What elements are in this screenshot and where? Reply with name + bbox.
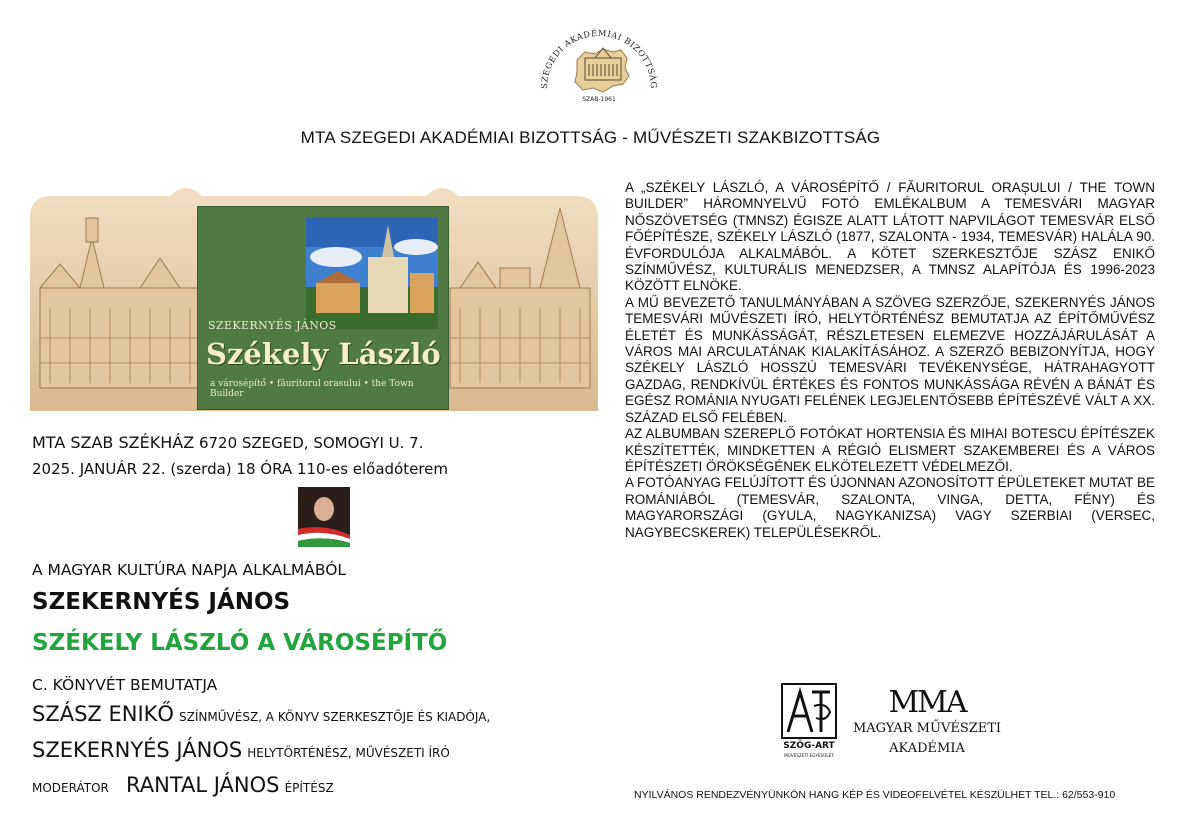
event-occasion: A MAGYAR KULTÚRA NAPJA ALKALMÁBÓL	[32, 561, 347, 579]
logo-arc-text: SZEGEDI AKADÉMIAI BIZOTTSÁG	[538, 27, 660, 90]
szab-logo	[533, 22, 665, 106]
cover-subtitle: a városépítő • făuritorul orasului • the Town Builder	[210, 379, 414, 399]
description-paragraph: A „SZÉKELY LÁSZLÓ, A VÁROSÉPÍTŐ / FĂURITORUL ORAȘULUI / THE TOWN BUILDER” HÁROMNYELVŰ FOTÓ EMLÉKALBUM A TEMESVÁRI MAGYAR NŐSZÖVETSÉG (TMNSZ) ÉGISZE ALATT LÁTOTT NAPVILÁGOT TEMESVÁR ELSŐ FŐÉPÍTÉSZE, SZÉKELY LÁSZLÓ (1877, SZALONTA - 1934, TEMESVÁR) HALÁLA 90. ÉVFORDULÓJA ALKALMÁBÓL. A KÖTET SZERKESZTŐJE SZÁSZ ENIKŐ SZÍNMŰVÉSZ, KULTURÁLIS MENEDZSER, A TMNSZ ALAPÍTÓJA ÉS 1996-2023 KÖZÖTT ELNÖKE.	[625, 180, 1155, 294]
portrait-image	[298, 487, 350, 547]
cover-photo	[306, 217, 438, 329]
mma-logo	[848, 682, 1006, 760]
venue-info	[32, 430, 448, 482]
moderator-role: ÉPÍTÉSZ	[284, 781, 334, 795]
venue-place: MTA SZAB SZÉKHÁZ	[32, 433, 195, 452]
venue-address: 6720 SZEGED, SOMOGYI U. 7.	[198, 434, 424, 452]
venue-datetime: 2025. JANUÁR 22. (szerda) 18 ÓRA 110-es előadóterem	[32, 460, 449, 478]
cover-title: Székely László	[206, 337, 441, 371]
presenter-role: HELYTÖRTÉNÉSZ, MŰVÉSZETI ÍRÓ	[247, 746, 450, 760]
presenter-name: SZÁSZ ENIKŐ	[32, 702, 174, 726]
moderator-row	[32, 773, 334, 797]
event-book-title: SZÉKELY LÁSZLÓ A VÁROSÉPÍTŐ	[32, 630, 448, 656]
description-paragraph: A FOTÓANYAG FELÚJÍTOTT ÉS ÚJONNAN AZONOSÍTOTT ÉPÜLETEKET MUTAT BE ROMÁNIÁBÓL (TEMESVÁR, SZALONTA, VINGA, DETTA, FÉNY) ÉS MAGYARORSZÁGI (GYULA, NAGYKANIZSA) VAGY SZERBIAI (VERSEC, NAGYBECSKEREK) TELEPÜLÉSEKRŐL.	[625, 475, 1155, 540]
mma-line1: MAGYAR MŰVÉSZETI	[852, 721, 1002, 736]
event-presents: C. KÖNYVÉT BEMUTATJA	[32, 676, 218, 694]
presenter-name: SZEKERNYÉS JÁNOS	[32, 738, 243, 762]
footer-note: NYILVÁNOS RENDEZVÉNYÜNKÖN HANG KÉP ÉS VIDEOFELVÉTEL KÉSZÜLHET TEL.: 62/553-910	[634, 789, 1116, 801]
moderator-name: RANTAL JÁNOS	[125, 773, 280, 797]
org-title: MTA SZEGEDI AKADÉMIAI BIZOTTSÁG - MŰVÉSZETI SZAKBIZOTTSÁG	[300, 128, 881, 147]
szog-art-logo	[778, 682, 842, 760]
mma-line2: AKADÉMIA	[889, 741, 965, 756]
szog-name: SZÖG-ART	[783, 741, 835, 751]
presenter-role: SZÍNMŰVÉSZ, A KÖNYV SZERKESZTŐJE ÉS KIADÓJA,	[179, 710, 491, 724]
venue-line	[32, 430, 448, 456]
book-description	[625, 180, 1155, 541]
cover-author: SZEKERNYÉS JÁNOS	[208, 319, 337, 332]
book-cover	[197, 206, 449, 410]
logo-year: SZAB-1961	[582, 96, 616, 103]
presenter-row	[32, 702, 490, 726]
szog-sub: MŰVÉSZETI EGYESÜLET	[784, 753, 834, 758]
presenter-row	[32, 738, 450, 762]
event-author: SZEKERNYÉS JÁNOS	[32, 589, 291, 615]
mma-mark: MMA	[888, 685, 966, 720]
description-paragraph: A MŰ BEVEZETŐ TANULMÁNYÁBAN A SZÖVEG SZERZŐJE, SZEKERNYÉS JÁNOS TEMESVÁRI MŰVÉSZETI ÍRÓ, HELYTÖRTÉNÉSZ BEMUTATJA AZ ÉPÍTŐMŰVÉSZ ÉLETÉT ÉS MUNKÁSSÁGÁT, RÉSZLETESEN ELEMEZVE HOZZÁJÁRULÁSÁT A VÁROS MAI ARCULATÁNAK KIALAKÍTÁSÁHOZ. A SZERZŐ BEBIZONYÍTJA, HOGY SZÉKELY LÁSZLÓ HOSSZÚ TEMESVÁRI TEVÉKENYSÉGE, HÁTRAHAGYOTT GAZDAG, RENDKÍVÜL ÉRTÉKES ÉS FONTOS MUNKÁSSÁGA RÉVÉN A BÁNÁT ÉS EGÉSZ ROMÁNIA NYUGATI FELÉNEK LEGJELENTŐSEBB ÉPÍTÉSZÉVÉ VÁLT A XX. SZÁZAD ELSŐ FELÉBEN.	[625, 294, 1155, 425]
moderator-label: MODERÁTOR	[32, 781, 109, 795]
description-paragraph: AZ ALBUMBAN SZEREPLŐ FOTÓKAT HORTENSIA ÉS MIHAI BOTESCU ÉPÍTÉSZEK KÉSZÍTETTÉK, MINDKETTEN A RÉGIÓ ELISMERT SZAKEMBEREI ÉS A VÁROS ÉPÍTÉSZETI ÖRÖKSÉGÉNEK ELKÖTELEZETT VÉDELMEZŐI.	[625, 426, 1155, 474]
